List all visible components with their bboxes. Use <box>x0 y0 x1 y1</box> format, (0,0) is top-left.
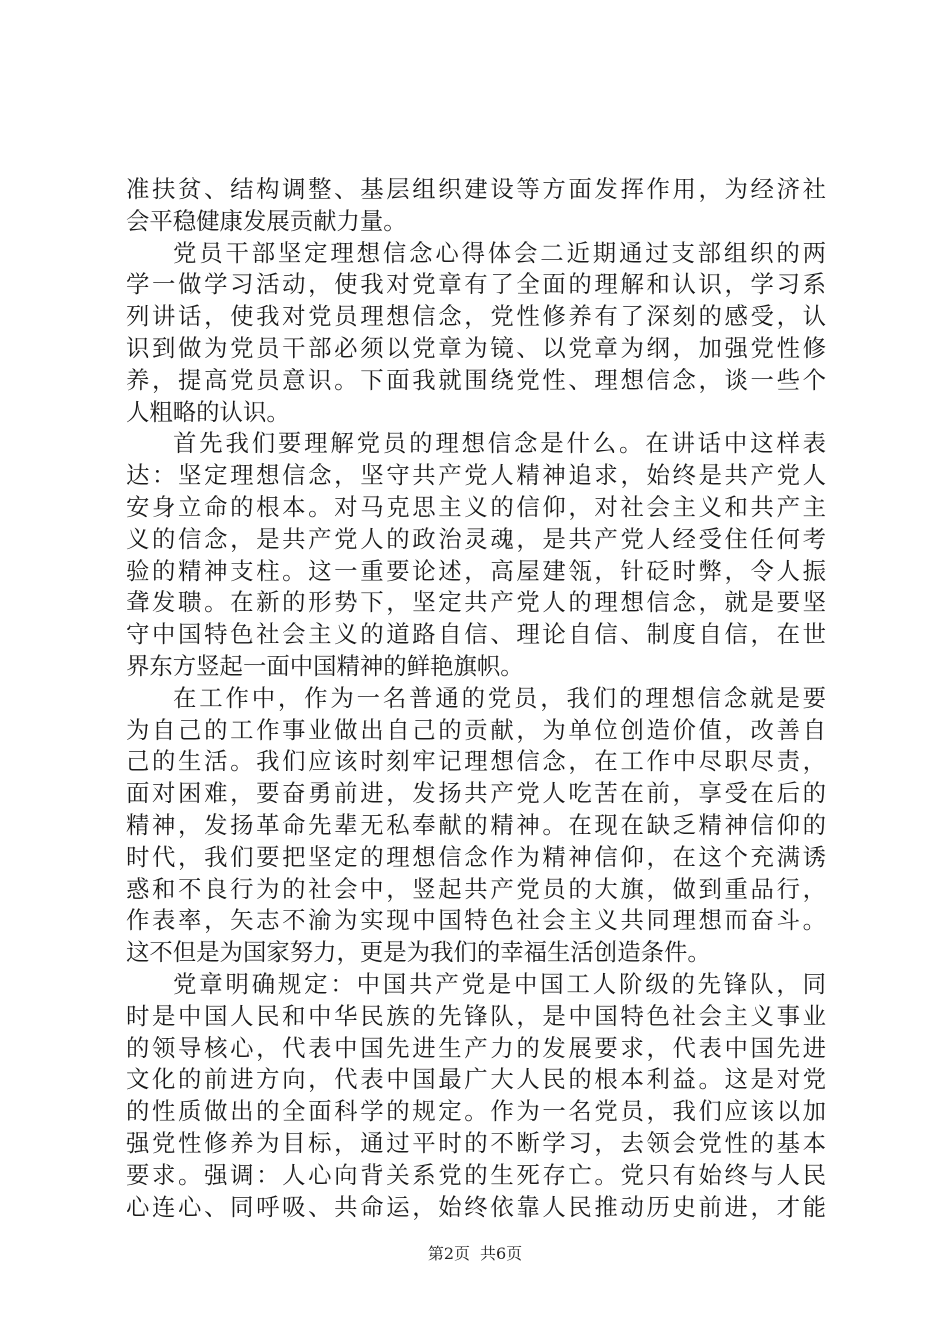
text-line: 要求。强调：人心向背关系党的生死存亡。党只有始终与人民 <box>126 1160 826 1189</box>
text-line: 界东方竖起一面中国精神的鲜艳旗帜。 <box>126 651 524 680</box>
text-line: 会平稳健康发展贡献力量。 <box>126 206 407 235</box>
text-line: 时是中国人民和中华民族的先锋队，是中国特色社会主义事业 <box>126 1001 826 1030</box>
text-line: 识到做为党员干部必须以党章为镜、以党章为纲，加强党性修 <box>126 333 826 362</box>
text-line: 为自己的工作事业做出自己的贡献，为单位创造价值，改善自 <box>126 715 826 744</box>
text-line: 的领导核心，代表中国先进生产力的发展要求，代表中国先进 <box>126 1033 826 1062</box>
text-line: 人粗略的认识。 <box>126 397 290 426</box>
text-line: 面对困难，要奋勇前进，发扬共产党人吃苦在前，享受在后的 <box>126 779 826 808</box>
text-line: 聋发聩。在新的形势下，坚定共产党人的理想信念，就是要坚 <box>126 588 826 617</box>
text-line: 首先我们要理解党员的理想信念是什么。在讲话中这样表 <box>173 429 826 458</box>
text-line: 强党性修养为目标，通过平时的不断学习，去领会党性的基本 <box>126 1128 826 1157</box>
text-line: 守中国特色社会主义的道路自信、理论自信、制度自信，在世 <box>126 620 826 649</box>
text-line: 达：坚定理想信念，坚守共产党人精神追求，始终是共产党人 <box>126 461 826 490</box>
text-line: 列讲话，使我对党员理想信念，党性修养有了深刻的感受，认 <box>126 302 826 331</box>
text-line: 精神，发扬革命先辈无私奉献的精神。在现在缺乏精神信仰的 <box>126 810 826 839</box>
text-line: 在工作中，作为一名普通的党员，我们的理想信念就是要 <box>173 683 826 712</box>
text-line: 验的精神支柱。这一重要论述，高屋建瓴，针砭时弊，令人振 <box>126 556 826 585</box>
text-line: 准扶贫、结构调整、基层组织建设等方面发挥作用，为经济社 <box>126 175 826 203</box>
text-line: 安身立命的根本。对马克思主义的信仰，对社会主义和共产主 <box>126 492 826 521</box>
text-line: 的性质做出的全面科学的规定。作为一名党员，我们应该以加 <box>126 1097 826 1126</box>
text-line: 心连心、同呼吸、共命运，始终依靠人民推动历史前进，才能 <box>126 1192 826 1221</box>
document-body <box>126 174 826 1223</box>
text-line: 己的生活。我们应该时刻牢记理想信念，在工作中尽职尽责， <box>126 747 826 776</box>
page-footer <box>0 1243 950 1265</box>
text-line: 学一做学习活动，使我对党章有了全面的理解和认识，学习系 <box>126 270 826 299</box>
text-line: 惑和不良行为的社会中，竖起共产党员的大旗，做到重品行， <box>126 874 826 903</box>
text-line: 党章明确规定：中国共产党是中国工人阶级的先锋队，同 <box>173 969 826 998</box>
text-line: 文化的前进方向，代表中国最广大人民的根本利益。这是对党 <box>126 1065 826 1094</box>
text-line: 作表率，矢志不渝为实现中国特色社会主义共同理想而奋斗。 <box>126 906 826 935</box>
page-count: 共6页 <box>480 1244 523 1263</box>
text-line: 义的信念，是共产党人的政治灵魂，是共产党人经受住任何考 <box>126 524 826 553</box>
page-number: 第2页 <box>427 1244 470 1263</box>
text-line: 这不但是为国家努力，更是为我们的幸福生活创造条件。 <box>126 938 711 967</box>
text-line: 党员干部坚定理想信念心得体会二近期通过支部组织的两 <box>173 238 826 267</box>
text-line: 养，提高党员意识。下面我就围绕党性、理想信念，谈一些个 <box>126 365 826 394</box>
text-line: 时代，我们要把坚定的理想信念作为精神信仰，在这个充满诱 <box>126 842 826 871</box>
